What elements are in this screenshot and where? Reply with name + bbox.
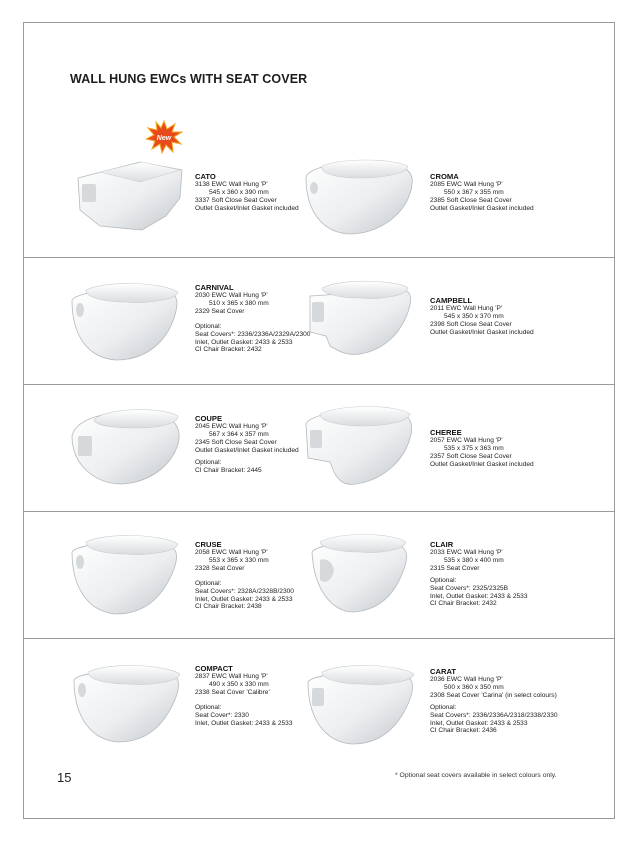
row-divider [23,257,615,258]
optional-line: CI Chair Bracket: 2432 [195,346,262,354]
optional-line: Seat Cover*: 2330 [195,711,249,719]
seat-cover-line: 3337 Soft Close Seat Cover [195,196,277,204]
dimensions: 545 x 350 x 370 mm [444,312,504,320]
gasket-line: Outlet Gasket/Inlet Gasket included [430,328,534,336]
seat-cover-line: 2328 Seat Cover [195,564,245,572]
row-divider [23,638,615,639]
product-name: CARNIVAL [195,283,234,292]
dimensions: 490 x 350 x 330 mm [209,680,269,688]
product-clair [430,540,600,608]
dimensions: 500 x 360 x 350 mm [444,683,504,691]
cruse-toilet-image [66,530,186,620]
dimensions: 550 x 367 x 355 mm [444,188,504,196]
product-name: CAMPBELL [430,296,473,305]
model-line: 2085 EWC Wall Hung 'P' [430,181,503,188]
optional-heading: Optional: [195,322,222,330]
dimensions: 510 x 365 x 380 mm [209,299,269,307]
seat-cover-line: 2345 Soft Close Seat Cover [195,438,277,446]
product-name: CARAT [430,667,457,676]
optional-line: Seat Covers*: 2336/2336A/2329A/2300 [195,330,311,338]
optional-line: Seat Covers*: 2328A/2328B/2300 [195,587,294,595]
optional-line: Seat Covers*: 2325/2325B [430,584,509,592]
clair-toilet-image [302,530,412,620]
model-line: 2057 EWC Wall Hung 'P' [430,437,503,444]
row-divider [23,384,615,385]
seat-cover-line: 2329 Seat Cover [195,307,245,315]
model-line: 2033 EWC Wall Hung 'P' [430,549,503,556]
product-campbell [430,296,600,337]
optional-line: CI Chair Bracket: 2436 [430,727,497,735]
model-line: 3138 EWC Wall Hung 'P' [195,181,268,188]
dimensions: 535 x 380 x 400 mm [444,556,504,564]
seat-cover-line: 2308 Seat Cover 'Carina' (in select colours) [430,691,557,699]
product-name: CHEREE [430,428,462,437]
optional-heading: Optional: [430,576,457,584]
campbell-toilet-image [300,276,420,366]
optional-line: CI Chair Bracket: 2432 [430,600,497,608]
coupe-toilet-image [68,402,188,492]
optional-line: CI Chair Bracket: 2438 [195,603,262,611]
optional-line: CI Chair Bracket: 2445 [195,466,262,474]
seat-cover-line: 2315 Seat Cover [430,564,480,572]
badge-label: New [156,135,172,142]
optional-line: Seat Covers*: 2336/2336A/2318/2338/2330 [430,711,558,719]
seat-cover-line: 2385 Soft Close Seat Cover [430,196,512,204]
gasket-line: Outlet Gasket/Inlet Gasket included [195,446,299,454]
optional-line: Inlet, Outlet Gasket: 2433 & 2533 [430,719,528,727]
model-line: 2036 EWC Wall Hung 'P' [430,676,503,683]
model-line: 2045 EWC Wall Hung 'P' [195,423,268,430]
optional-line: Inlet, Outlet Gasket: 2433 & 2533 [195,719,293,727]
carnival-toilet-image [66,276,186,366]
cheree-toilet-image [300,400,420,490]
seat-cover-line: 2357 Soft Close Seat Cover [430,452,512,460]
row-divider [23,511,615,512]
optional-heading: Optional: [195,458,222,466]
product-name: CRUSE [195,540,222,549]
optional-heading: Optional: [195,703,222,711]
model-line: 2058 EWC Wall Hung 'P' [195,549,268,556]
model-line: 2030 EWC Wall Hung 'P' [195,292,268,299]
gasket-line: Outlet Gasket/Inlet Gasket included [430,204,534,212]
product-name: COUPE [195,414,223,423]
product-name: COMPACT [195,664,233,673]
optional-line: Inlet, Outlet Gasket: 2433 & 2533 [195,595,293,603]
page-number: 15 [57,770,72,785]
product-cheree [430,428,600,469]
optional-heading: Optional: [195,579,222,587]
optional-line: Inlet, Outlet Gasket: 2433 & 2533 [430,592,528,600]
product-carat [430,667,600,735]
footnote: * Optional seat covers available in select colours only. [395,772,557,779]
dimensions: 545 x 360 x 390 mm [209,188,269,196]
gasket-line: Outlet Gasket/Inlet Gasket included [430,460,534,468]
dimensions: 553 x 365 x 330 mm [209,556,269,564]
seat-cover-line: 2338 Seat Cover 'Calibre' [195,688,270,696]
croma-toilet-image [300,150,420,240]
seat-cover-line: 2398 Soft Close Seat Cover [430,320,512,328]
page-title: WALL HUNG EWCs WITH SEAT COVER [70,72,308,86]
cato-toilet-image [70,148,190,238]
optional-heading: Optional: [430,703,457,711]
gasket-line: Outlet Gasket/Inlet Gasket included [195,204,299,212]
compact-toilet-image [68,658,188,748]
model-line: 2837 EWC Wall Hung 'P' [195,673,268,680]
dimensions: 535 x 375 x 363 mm [444,444,504,452]
product-name: CLAIR [430,540,454,549]
product-name: CATO [195,172,216,181]
carat-toilet-image [302,660,422,750]
optional-line: Inlet, Outlet Gasket: 2433 & 2533 [195,338,293,346]
product-croma [430,172,600,213]
model-line: 2011 EWC Wall Hung 'P' [430,305,503,312]
dimensions: 567 x 364 x 357 mm [209,430,269,438]
product-name: CROMA [430,172,459,181]
